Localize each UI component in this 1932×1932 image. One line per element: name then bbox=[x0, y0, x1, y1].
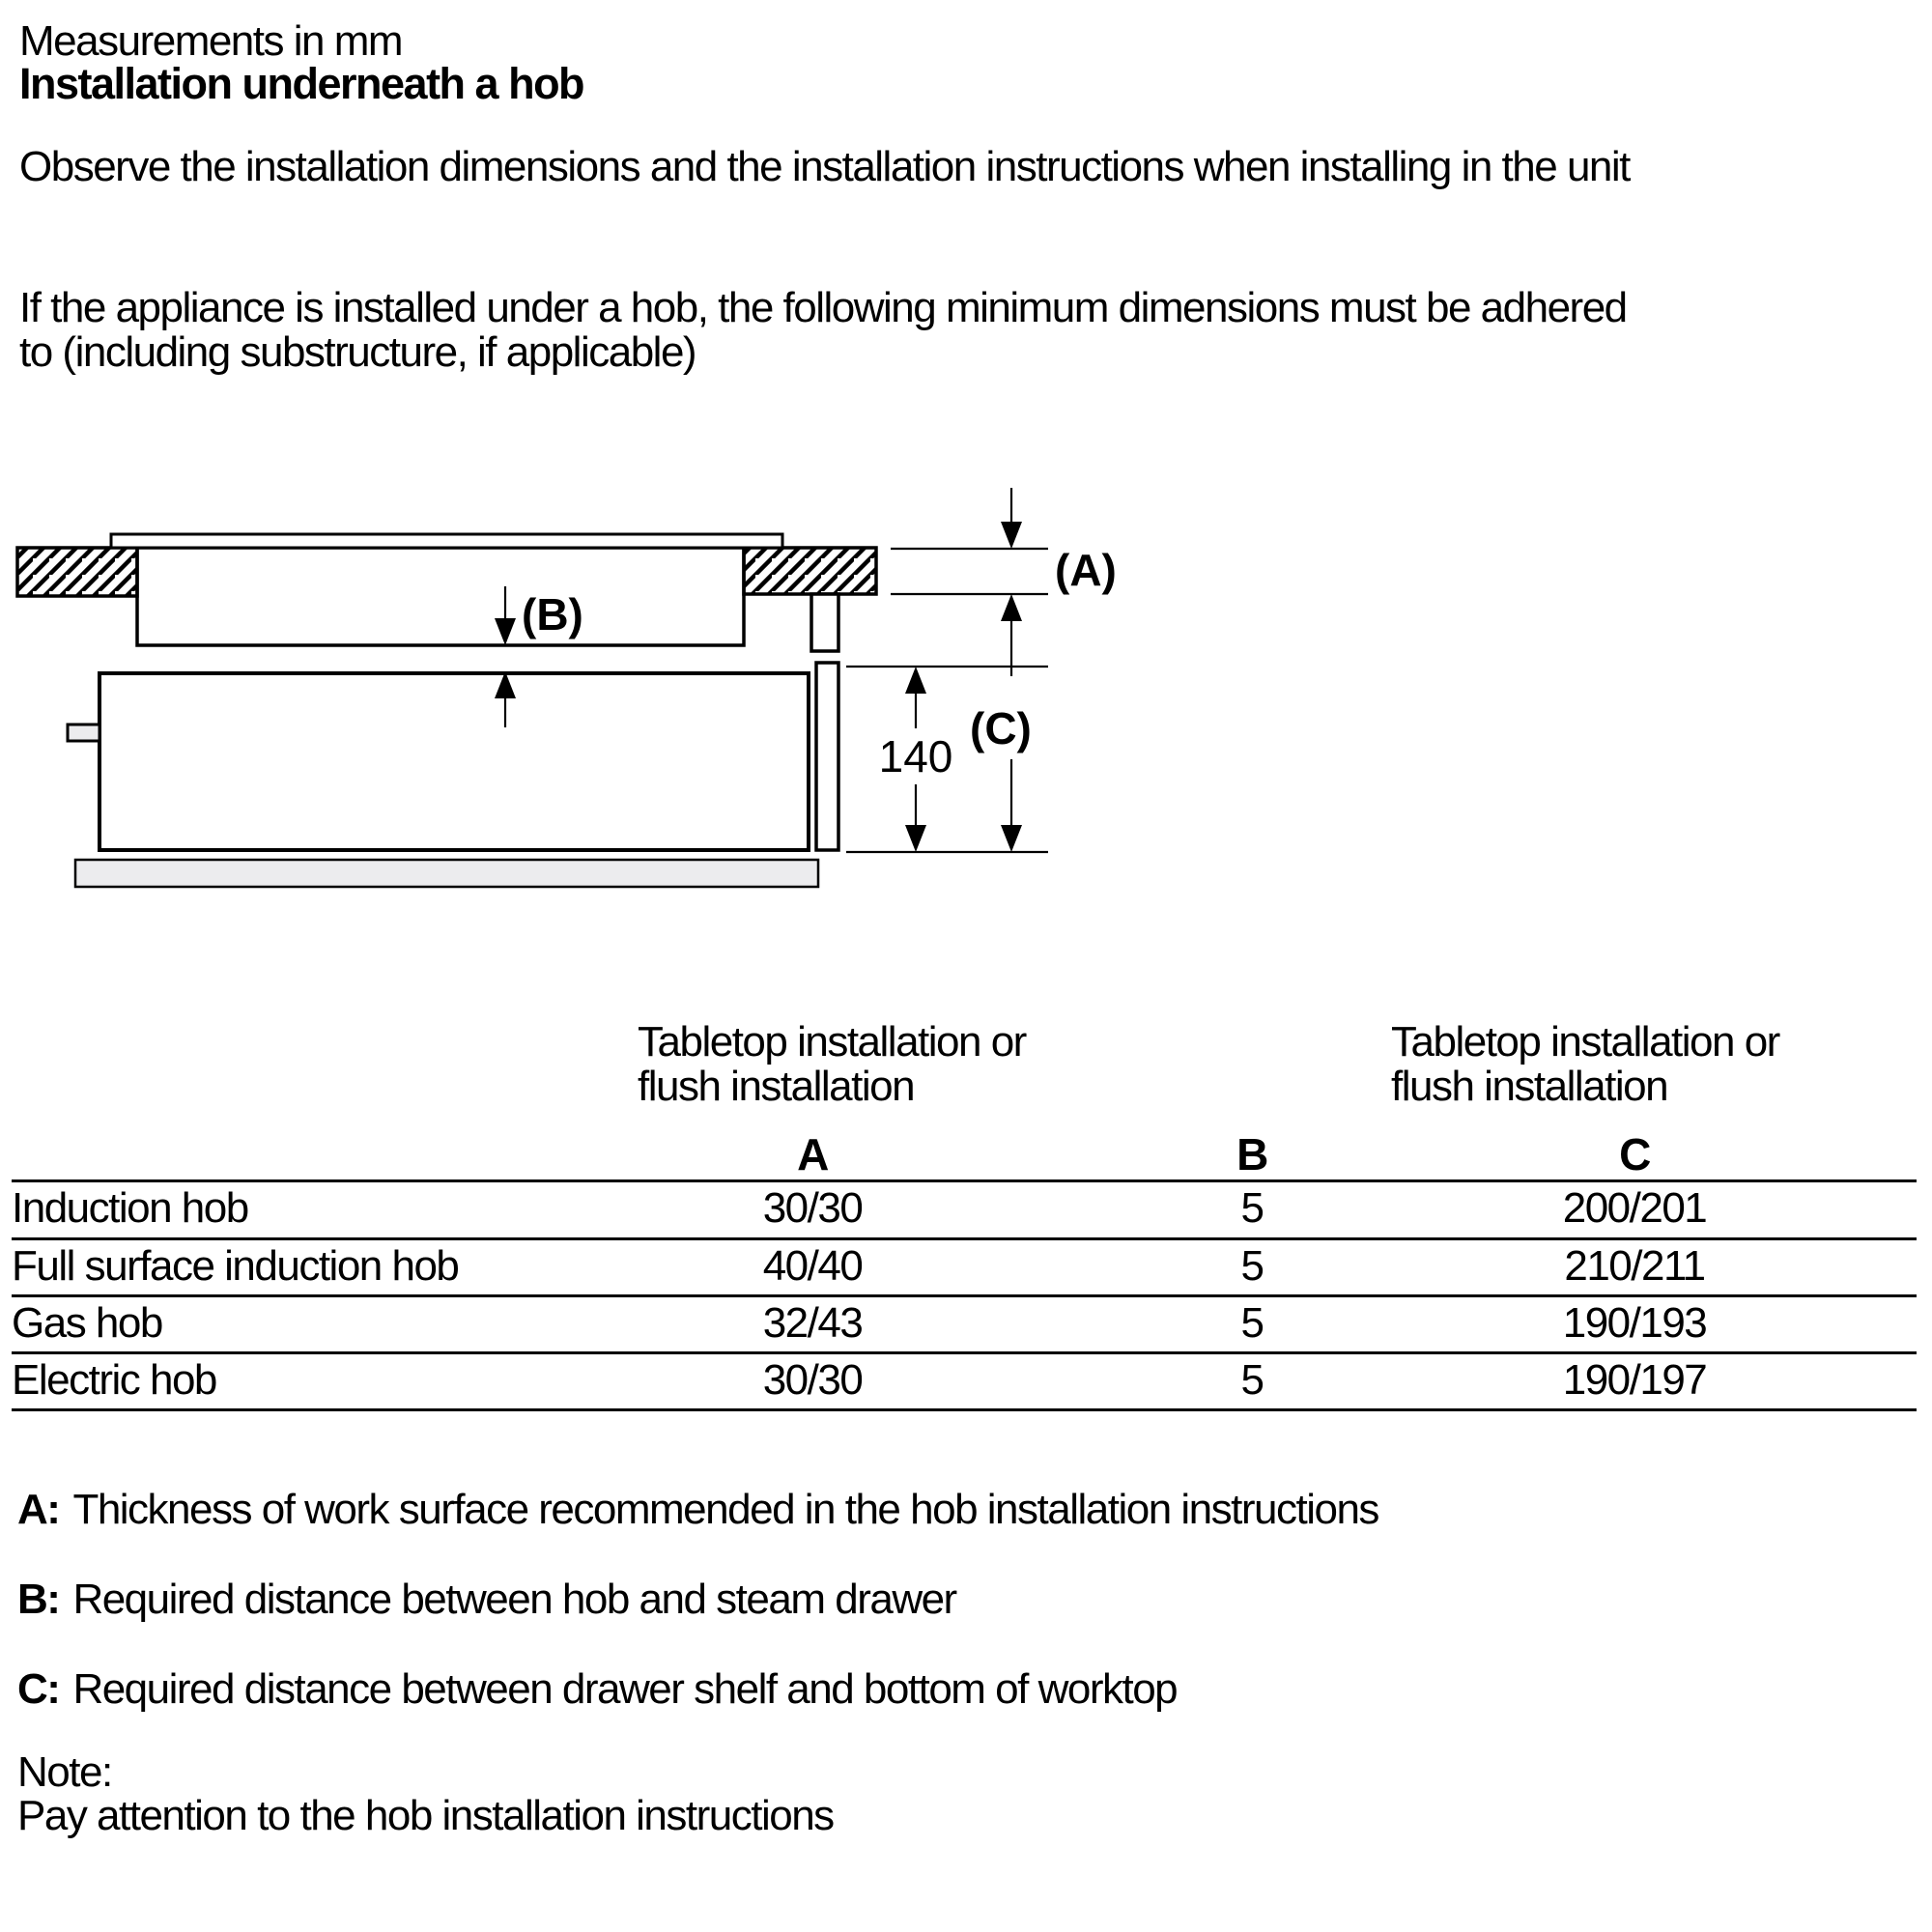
base-shelf bbox=[75, 860, 818, 887]
row-2-value-a: 40/40 bbox=[762, 1242, 863, 1290]
footnote-a-text: Thickness of work surface recommended in the hob installation instructions bbox=[72, 1486, 1378, 1533]
dimension-b-label: (B) bbox=[522, 589, 583, 639]
column-header-c: C bbox=[1619, 1129, 1650, 1179]
table-border-bottom bbox=[12, 1408, 1917, 1411]
row-3-name: Gas hob bbox=[12, 1299, 162, 1347]
group-header-c bbox=[1391, 1020, 1779, 1109]
row-3-value-b: 5 bbox=[1240, 1299, 1264, 1347]
group-header-a-line-2: flush installation bbox=[638, 1063, 915, 1110]
row-1-value-b: 5 bbox=[1240, 1184, 1264, 1232]
row-3-value-a: 32/43 bbox=[762, 1299, 863, 1347]
footnote-a-label: A: bbox=[17, 1486, 60, 1533]
cabinet-side-leg bbox=[811, 594, 838, 651]
column-header-a: A bbox=[797, 1129, 828, 1179]
footnote-c bbox=[17, 1667, 1177, 1712]
dimension-c-arrows bbox=[1001, 759, 1022, 852]
footnote-b-text: Required distance between hob and steam drawer bbox=[72, 1576, 956, 1623]
installation-cross-section-diagram bbox=[0, 464, 1159, 908]
footnote-c-text: Required distance between drawer shelf and bottom of worktop bbox=[72, 1665, 1178, 1713]
measurements-unit-note: Measurements in mm bbox=[19, 17, 403, 65]
table-border-row-1 bbox=[12, 1237, 1917, 1240]
row-2-value-c: 210/211 bbox=[1564, 1242, 1705, 1290]
drawer-knob bbox=[68, 724, 99, 741]
dimension-a-arrows bbox=[1001, 488, 1022, 676]
table-border-row-2 bbox=[12, 1294, 1917, 1297]
footnote-a bbox=[17, 1488, 1378, 1532]
note-heading: Note: bbox=[17, 1748, 112, 1796]
group-header-a bbox=[638, 1020, 1026, 1109]
hob-glass-plate bbox=[111, 534, 782, 548]
footnote-b-label: B: bbox=[17, 1576, 60, 1623]
note-body: Pay attention to the hob installation instructions bbox=[17, 1792, 834, 1839]
column-header-b: B bbox=[1236, 1129, 1267, 1179]
hob-body bbox=[137, 548, 744, 645]
page-title: Installation underneath a hob bbox=[19, 59, 584, 108]
group-header-a-line-1: Tabletop installation or bbox=[638, 1018, 1026, 1065]
steam-drawer bbox=[99, 673, 809, 850]
row-2-name: Full surface induction hob bbox=[12, 1242, 459, 1290]
worktop-right-panel bbox=[744, 548, 876, 594]
group-header-c-line-1: Tabletop installation or bbox=[1391, 1018, 1779, 1065]
intro-paragraph-2-line-1: If the appliance is installed under a hob, the following minimum dimensions must be adhered bbox=[19, 284, 1627, 331]
intro-paragraph-2-line-2: to (including substructure, if applicable) bbox=[19, 328, 696, 376]
dimension-a-label: (A) bbox=[1055, 545, 1117, 595]
intro-paragraph-1: Observe the installation dimensions and the installation instructions when installing in the unit bbox=[19, 143, 1630, 190]
drawer-side-panel bbox=[816, 663, 838, 850]
row-4-value-b: 5 bbox=[1240, 1356, 1264, 1404]
row-2-value-b: 5 bbox=[1240, 1242, 1264, 1290]
table-border-top bbox=[12, 1179, 1917, 1182]
row-4-value-a: 30/30 bbox=[762, 1356, 863, 1404]
footnote-b bbox=[17, 1577, 956, 1622]
footnote-c-label: C: bbox=[17, 1665, 60, 1713]
row-1-value-c: 200/201 bbox=[1562, 1184, 1707, 1232]
row-1-name: Induction hob bbox=[12, 1184, 248, 1232]
row-4-value-c: 190/197 bbox=[1562, 1356, 1707, 1404]
worktop-left-panel bbox=[17, 548, 137, 596]
dimension-140-label: 140 bbox=[878, 731, 953, 781]
row-1-value-a: 30/30 bbox=[762, 1184, 863, 1232]
row-3-value-c: 190/193 bbox=[1562, 1299, 1707, 1347]
group-header-c-line-2: flush installation bbox=[1391, 1063, 1668, 1110]
row-4-name: Electric hob bbox=[12, 1356, 216, 1404]
table-border-row-3 bbox=[12, 1351, 1917, 1354]
dimension-c-label: (C) bbox=[970, 703, 1032, 753]
